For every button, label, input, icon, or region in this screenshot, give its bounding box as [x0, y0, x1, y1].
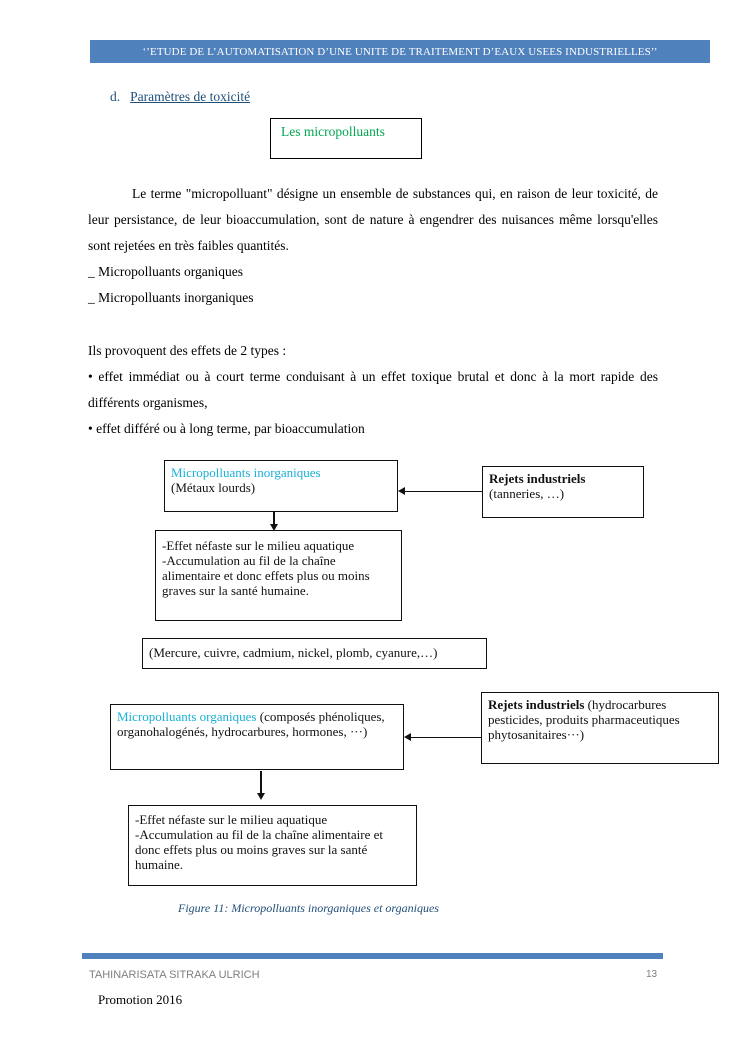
rejets-1-sub: (tanneries, …) [489, 486, 565, 501]
rejets-box-2 [481, 692, 719, 764]
arrow-left-icon [398, 487, 405, 495]
metals-text: (Mercure, cuivre, cadmium, nickel, plomb, cyanure,…) [149, 645, 438, 660]
title-box-text: Les micropolluants [281, 124, 385, 139]
connector-line [411, 737, 481, 738]
header-title: ‘’ETUDE DE L’AUTOMATISATION D’UNE UNITE DE TRAITEMENT D’EAUX USEES INDUSTRIELLES’’ [142, 45, 658, 58]
effects-box-1 [155, 530, 402, 621]
organic-box [110, 704, 404, 770]
footer-promotion: Promotion 2016 [98, 992, 183, 1007]
rejets-2-text: (hydrocarbures pesticides, produits pharmaceutiques phytosanitaires···) [488, 697, 680, 742]
arrow-left-icon [404, 733, 411, 741]
section-number: d. [110, 89, 121, 104]
effect-item: • effet immédiat ou à court terme conduisant à un effet toxique brutal et donc à la mort rapide des différents organismes, [88, 369, 658, 410]
inorganic-box [164, 460, 398, 512]
section-title: Paramètres de toxicité [130, 89, 251, 104]
rejets-box-1 [482, 466, 644, 518]
rejets-2-title: Rejets industriels [488, 697, 585, 712]
metals-box [142, 638, 487, 669]
organic-title: Micropolluants organiques [117, 709, 257, 724]
rejets-1-title: Rejets industriels [489, 471, 586, 486]
footer-rule [82, 953, 663, 959]
effects-2-line1: -Effet néfaste sur le milieu aquatique [135, 812, 328, 827]
title-box [270, 118, 422, 159]
section-heading [110, 89, 250, 105]
effects-2-line2: -Accumulation au fil de la chaîne alimentaire et donc effets plus ou moins graves sur la santé humaine. [135, 827, 383, 872]
effects-1-line2: -Accumulation au fil de la chaîne alimentaire et donc effets plus ou moins graves sur la santé humaine. [162, 553, 370, 598]
page-number: 13 [646, 969, 658, 980]
arrow-down-icon [257, 793, 265, 800]
effects-1-line1: -Effet néfaste sur le milieu aquatique [162, 538, 355, 553]
list-item: _ Micropolluants organiques [88, 264, 243, 279]
connector-line [260, 771, 262, 795]
figure-caption: Figure 11: Micropolluants inorganiques et organiques [178, 901, 439, 915]
connector-line [404, 491, 482, 492]
inorganic-sub: (Métaux lourds) [171, 480, 256, 495]
effects-intro: Ils provoquent des effets de 2 types : [88, 343, 287, 358]
running-header [90, 40, 710, 63]
effects-box-2 [128, 805, 417, 886]
list-item: _ Micropolluants inorganiques [88, 290, 254, 305]
intro-paragraph: Le terme "micropolluant" désigne un ensemble de substances qui, en raison de leur toxicité, de leur persistance, de leur bioaccumulation, sont de nature à engendrer des nuisances même lorsqu'elles sont rejetées en très faibles quantités. [88, 186, 658, 253]
inorganic-title: Micropolluants inorganiques [171, 465, 321, 480]
footer-author: TAHINARISATA SITRAKA ULRICH [89, 969, 260, 981]
organic-text: (composés phénoliques, organohalogénés, hydrocarbures, hormones, ···) [117, 709, 385, 739]
effect-item: • effet différé ou à long terme, par bioaccumulation [88, 421, 365, 436]
